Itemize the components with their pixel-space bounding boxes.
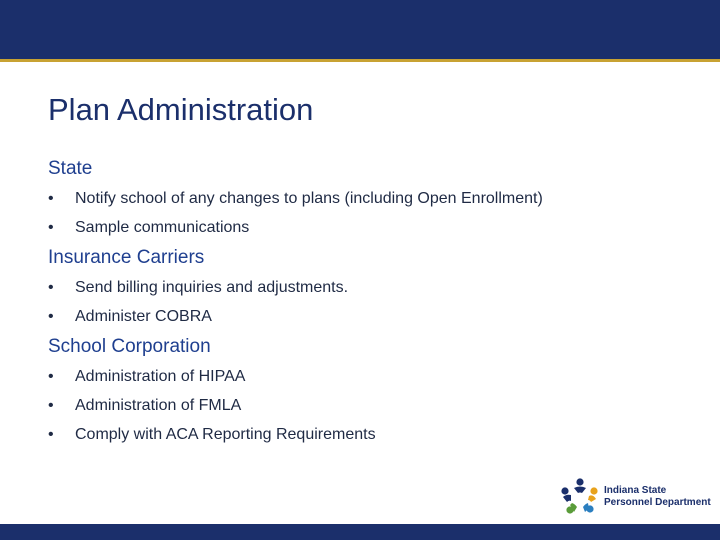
bullet-icon: • — [48, 279, 54, 296]
logo-text — [604, 485, 711, 509]
bullet-list-state — [48, 184, 543, 242]
bullet-icon: • — [48, 397, 54, 414]
people-circle-logo-icon — [558, 476, 602, 518]
bullet-icon: • — [48, 426, 54, 443]
footer-bar — [0, 524, 720, 540]
bullet-icon: • — [48, 368, 54, 385]
section-heading-school-corporation: School Corporation — [48, 336, 211, 357]
bullet-icon: • — [48, 308, 54, 325]
bullet-icon: • — [48, 219, 54, 236]
bullet-list-school-corporation — [48, 362, 376, 449]
header-bar — [0, 0, 720, 59]
bullet-list-insurance-carriers — [48, 273, 348, 331]
section-heading-insurance-carriers: Insurance Carriers — [48, 247, 205, 268]
slide-title: Plan Administration — [48, 92, 314, 127]
indiana-state-personnel-logo — [558, 476, 711, 518]
list-item: • Comply with ACA Reporting Requirements — [48, 420, 376, 449]
list-item: • Administer COBRA — [48, 302, 348, 331]
list-item: • Notify school of any changes to plans (including Open Enrollment) — [48, 184, 543, 213]
bullet-icon: • — [48, 190, 54, 207]
section-heading-state: State — [48, 158, 93, 179]
header-accent-line — [0, 59, 720, 62]
list-item: • Send billing inquiries and adjustments. — [48, 273, 348, 302]
list-item: • Sample communications — [48, 213, 543, 242]
logo-line-2: Personnel Department — [604, 497, 711, 508]
logo-line-1: Indiana State — [604, 485, 667, 496]
list-item: • Administration of HIPAA — [48, 362, 376, 391]
list-item: • Administration of FMLA — [48, 391, 376, 420]
